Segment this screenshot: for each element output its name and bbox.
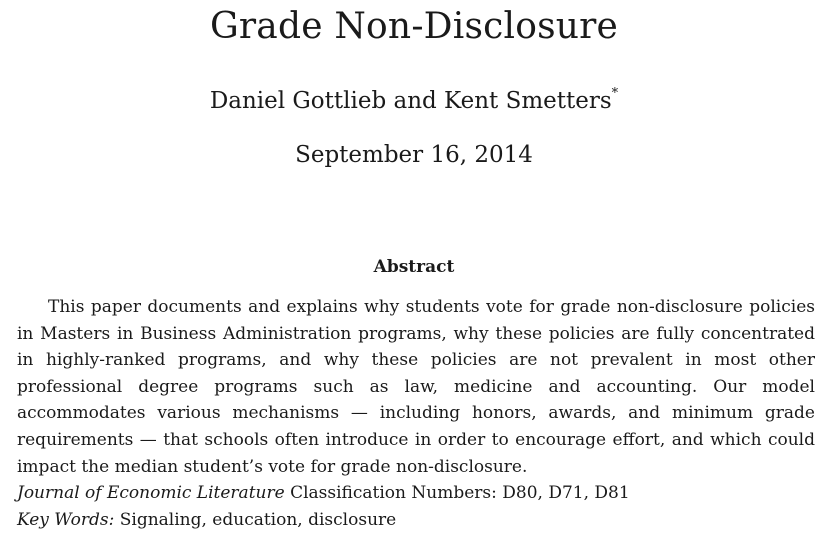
author-names: Daniel Gottlieb and Kent Smetters <box>209 88 612 114</box>
paper-date: September 16, 2014 <box>295 142 533 168</box>
abstract-text: This paper documents and explains why students vote for grade non-disclosure policies in Masters in Business Administration programs, why these policies are fully concentrated in highly-ranked programs, and why these policies are not prevalent in most other professional degree programs such as law, medicine and accounting. Our model accommodates various mechanisms — including honors, awards, and minimum grade requirements — that schools often introduce in order to encourage effort, and which could impact the median student’s vote for grade non-disclosure. <box>17 297 815 477</box>
keywords-line <box>17 507 815 534</box>
keywords-label: Key Words: <box>17 509 115 530</box>
jel-codes: Classification Numbers: D80, D71, D81 <box>290 483 630 504</box>
jel-label: Journal of Economic Literature <box>17 483 285 504</box>
paper-authors <box>0 88 828 114</box>
abstract-section <box>17 294 815 533</box>
jel-classification <box>17 480 815 507</box>
abstract-heading: Abstract <box>373 257 455 277</box>
keywords-text: Signaling, education, disclosure <box>119 509 397 530</box>
author-footnote-mark: * <box>611 86 619 102</box>
paper-title: Grade Non-Disclosure <box>209 6 619 47</box>
